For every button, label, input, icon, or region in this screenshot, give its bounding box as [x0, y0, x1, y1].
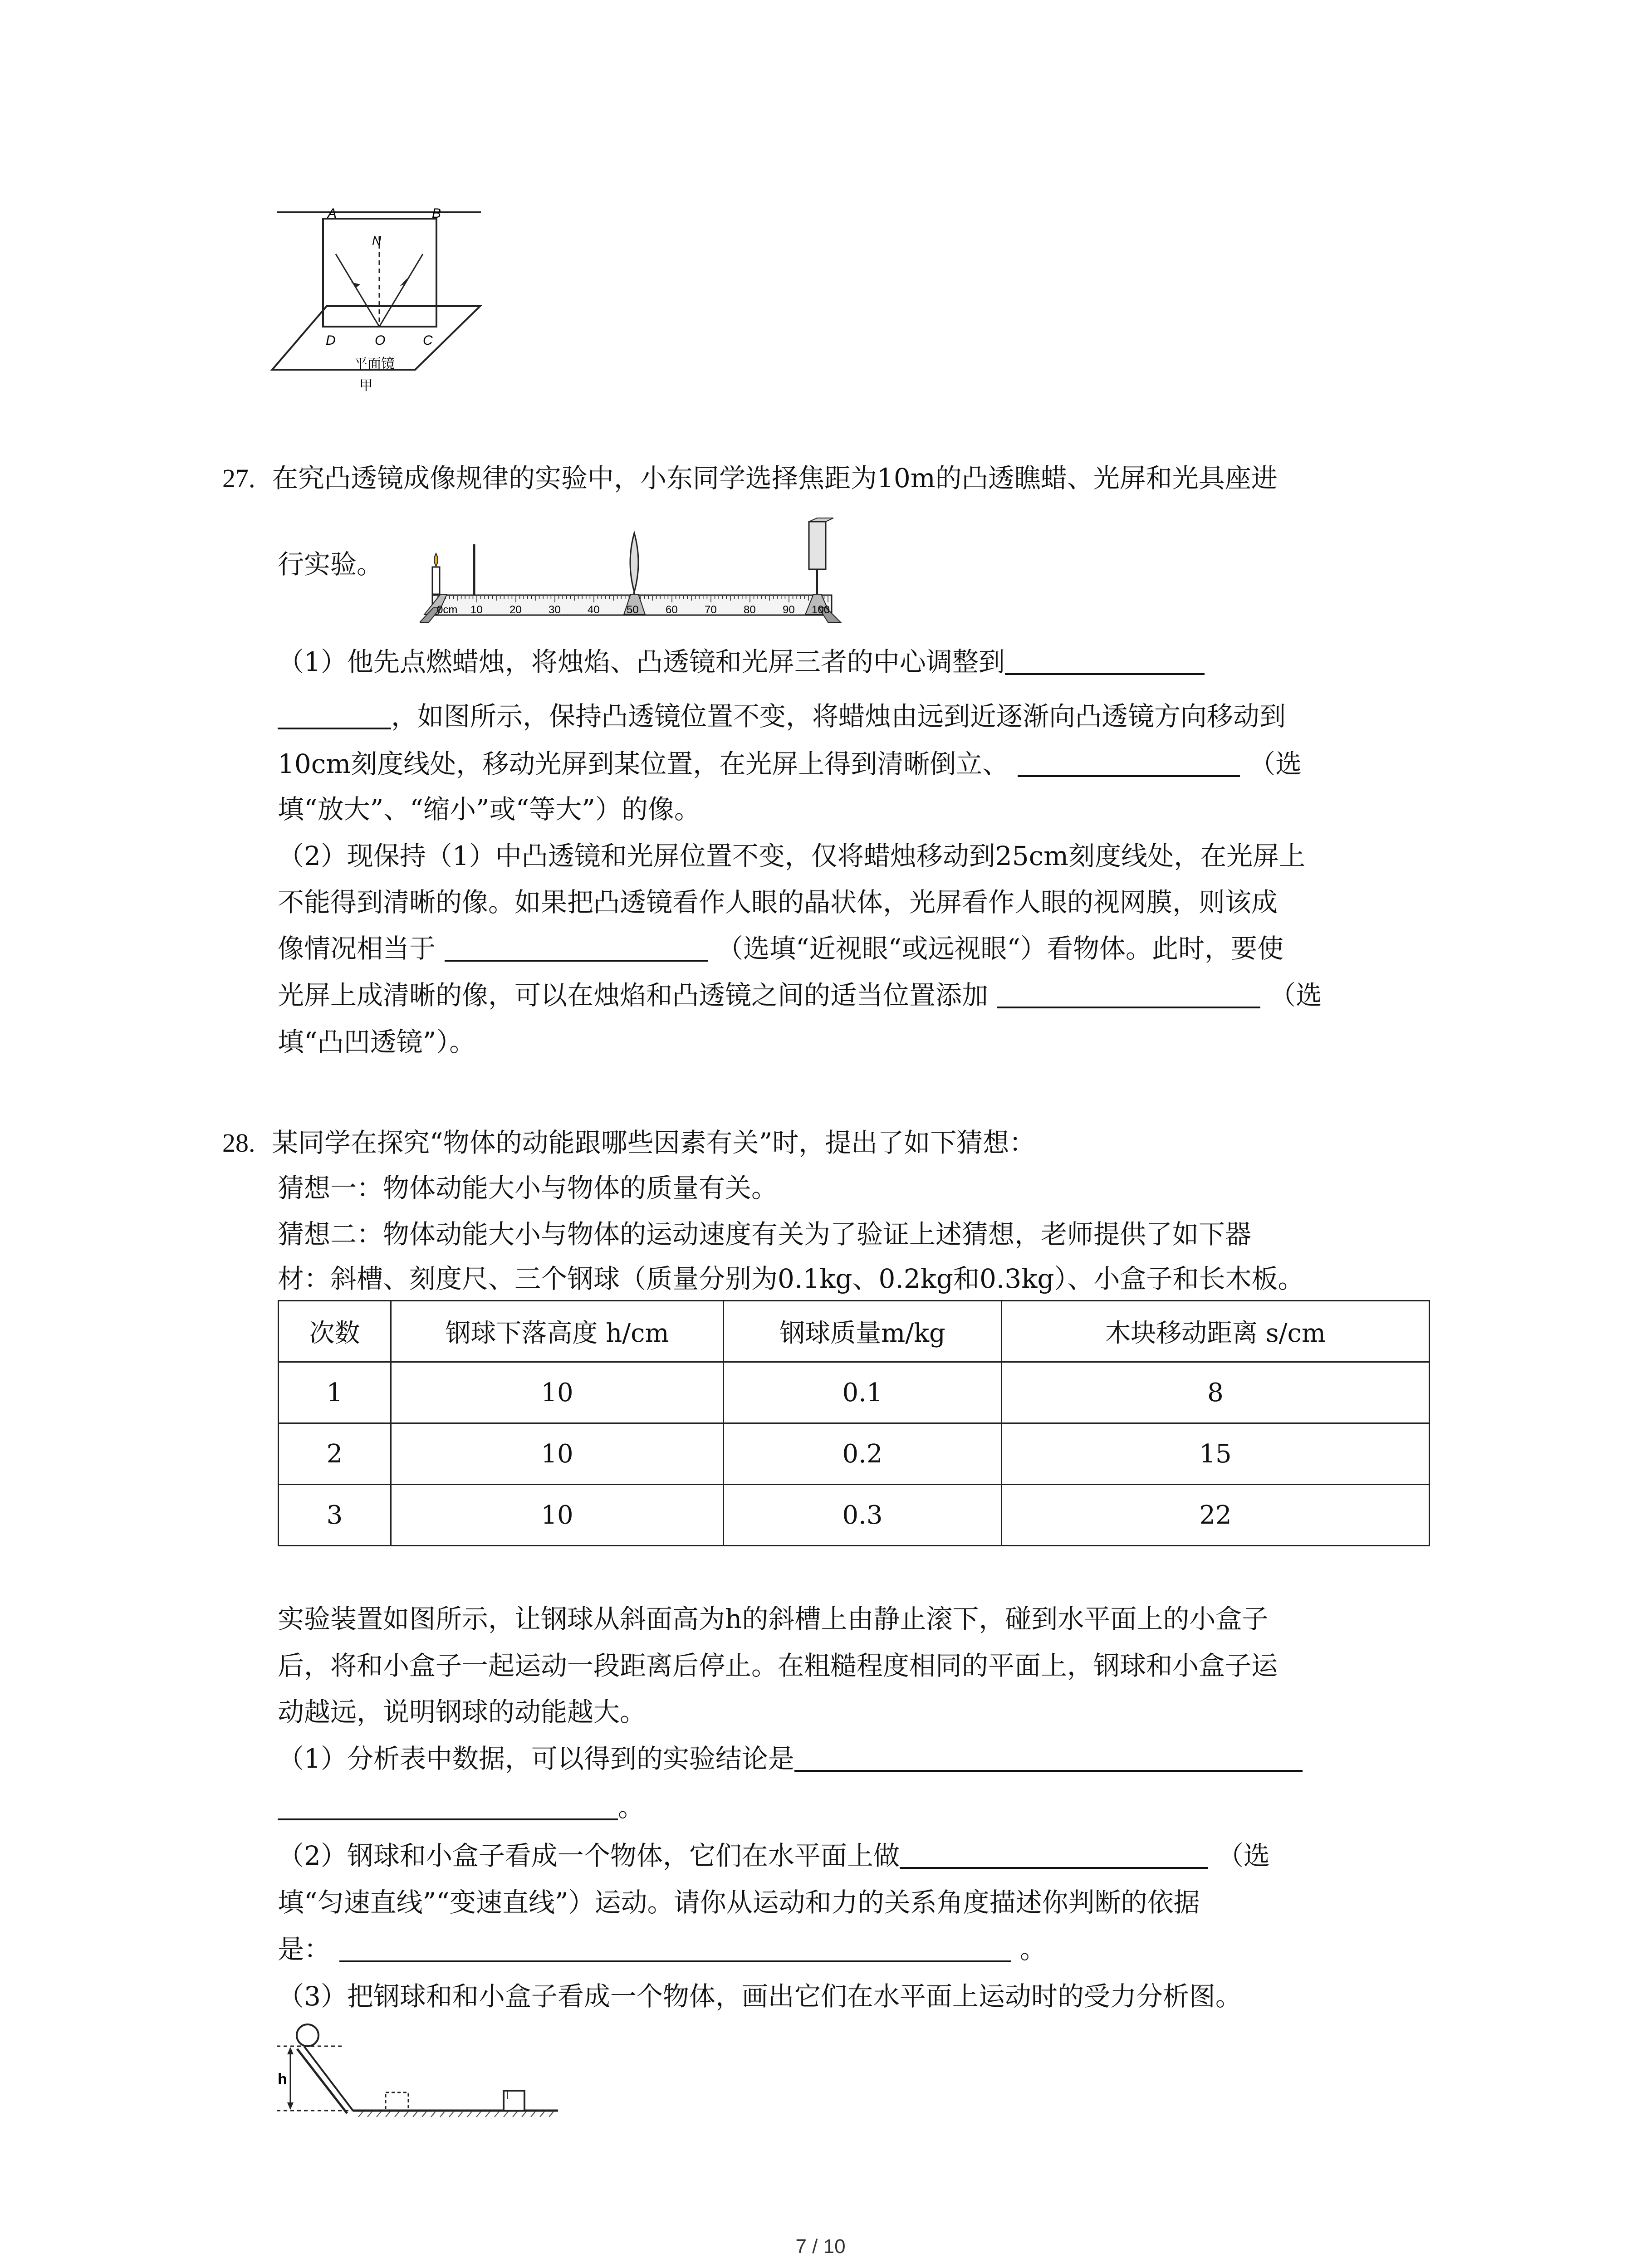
data-table [278, 1300, 1430, 1546]
tick-20: 20 [509, 604, 522, 616]
answer-blank-3[interactable] [445, 936, 708, 962]
q27-p2-line1: （2）现保持（1）中凸透镜和光屏位置不变，仅将蜡烛移动到25cm刻度线处，在光屏上 [278, 841, 1306, 871]
q27-p1-text-a: （1）他先点燃蜡烛，将烛焰、凸透镜和光屏三者的中心调整到 [278, 646, 1005, 677]
q28-para3: 动越远，说明钢球的动能越大。 [278, 1696, 647, 1727]
tick-30: 30 [549, 604, 561, 616]
tick-10: 10 [470, 604, 483, 616]
figure-caption: 甲 [359, 378, 373, 393]
label-o: O [375, 333, 386, 348]
q28-s2-line2: 填“匀速直线”“变速直线”）运动。请你从运动和力的关系角度描述你判断的依据 [278, 1887, 1200, 1918]
q27-p1-text-c-end: （选 [1249, 748, 1302, 779]
table-cell: 0.3 [724, 1485, 1002, 1546]
label-a: A [328, 206, 337, 221]
tick-0: 0cm [437, 604, 458, 616]
page-number: 7 / 10 [795, 2235, 846, 2258]
table-cell: 10 [391, 1423, 724, 1485]
tick-90: 90 [783, 604, 795, 616]
tick-80: 80 [744, 604, 756, 616]
q28-line2: 猜想一：物体动能大小与物体的质量有关。 [278, 1173, 778, 1203]
tick-60: 60 [666, 604, 678, 616]
q27-p2-text-c-end: （选填“近视眼“或远视眼“）看物体。此时，要使 [717, 933, 1283, 964]
q27-p1-line3 [278, 748, 1302, 779]
table-cell: 22 [1002, 1485, 1430, 1546]
table-cell: 10 [391, 1485, 724, 1546]
table-row [279, 1485, 1430, 1546]
q28-s3: （3）把钢球和和小盒子看成一个物体，画出它们在水平面上运动时的受力分析图。 [278, 1981, 1242, 2012]
q28-line3: 猜想二：物体动能大小与物体的运动速度有关为了验证上述猜想，老师提供了如下器 [278, 1219, 1252, 1250]
tick-100: 100 [812, 604, 830, 616]
table-cell: 15 [1002, 1423, 1430, 1485]
q27-p2-line3 [278, 935, 1283, 962]
q27-stem: 在究凸透镜成像规律的实验中，小东同学选择焦距为10m的凸透瞧蜡、光屏和光具座进 [271, 463, 1278, 494]
q28-number: 28. [222, 1128, 255, 1158]
q28-line1 [222, 1129, 1035, 1156]
q28-s2-line3 [278, 1934, 1047, 1965]
q27-line2: 行实验。 [278, 549, 383, 580]
q27-p2-line4 [278, 980, 1323, 1011]
label-n: N [372, 234, 382, 248]
tick-40: 40 [588, 604, 600, 616]
table-header: 钢球质量m/kg [724, 1301, 1002, 1362]
answer-blank-7[interactable] [339, 1937, 1011, 1962]
q27-p2-line2: 不能得到清晰的像。如果把凸透镜看作人眼的晶状体，光屏看作人眼的视网膜，则该成 [278, 887, 1278, 918]
table-cell: 8 [1002, 1362, 1430, 1423]
table-cell: 1 [279, 1362, 391, 1423]
tick-50: 50 [627, 604, 639, 616]
q27-p1-text-c: 10cm刻度线处，移动光屏到某位置，在光屏上得到清晰倒立、 [278, 748, 1009, 779]
q28-s2-text-a-end: （选 [1217, 1840, 1270, 1871]
table-cell: 0.2 [724, 1423, 1002, 1485]
figure-plane-mirror [263, 200, 499, 408]
table-header: 钢球下落高度 h/cm [391, 1301, 724, 1362]
q27-line1 [222, 465, 1278, 492]
q28-s2-text-a: （2）钢球和小盒子看成一个物体，它们在水平面上做 [278, 1840, 900, 1871]
table-header: 木块移动距离 s/cm [1002, 1301, 1430, 1362]
label-b: B [432, 206, 441, 221]
q28-para1: 实验装置如图所示，让钢球从斜面高为h的斜槽上由静止滚下，碰到水平面上的小盒子 [278, 1603, 1269, 1634]
q28-s1-line2 [278, 1792, 645, 1823]
q27-p1-line4: 填“放大”、“缩小”或“等大”）的像。 [278, 794, 700, 825]
q28-s2-text-c-end: 。 [1020, 1934, 1047, 1965]
answer-blank-2[interactable] [1018, 752, 1240, 777]
q28-stem: 某同学在探究“物体的动能跟哪些因素有关”时，提出了如下猜想： [271, 1127, 1036, 1158]
answer-blank-5[interactable] [794, 1746, 1303, 1772]
answer-blank-5-cont[interactable] [278, 1795, 618, 1820]
q27-p2-text-c: 像情况相当于 [278, 933, 436, 964]
answer-blank-4[interactable] [997, 983, 1260, 1008]
q27-p1-line2 [278, 701, 1286, 732]
q28-para2: 后，将和小盒子一起运动一段距离后停止。在粗糙程度相同的平面上，钢球和小盒子运 [278, 1650, 1278, 1681]
q27-number: 27. [222, 464, 255, 493]
label-d: D [326, 333, 336, 348]
ramp-figure [272, 2021, 572, 2125]
answer-blank-1[interactable] [1005, 650, 1205, 675]
q28-s2-text-c: 是： [278, 1934, 331, 1965]
q28-line4: 材：斜槽、刻度尺、三个钢球（质量分别为0.1kg、0.2kg和0.3kg）、小盒子和长木板。 [278, 1263, 1304, 1294]
table-row [279, 1362, 1430, 1423]
q28-s2-line1 [278, 1840, 1270, 1871]
q27-p1-line1 [278, 646, 1205, 677]
table-cell: 10 [391, 1362, 724, 1423]
table-row [279, 1423, 1430, 1485]
table-header-row [279, 1301, 1430, 1362]
mirror-label: 平面镜 [354, 357, 395, 371]
q28-s1-end: 。 [618, 1792, 645, 1823]
answer-blank-6[interactable] [900, 1843, 1208, 1869]
q27-p2-text-d-end: （选 [1269, 980, 1323, 1011]
table-cell: 0.1 [724, 1362, 1002, 1423]
q27-p2-line5: 填“凸凹透镜”）。 [278, 1026, 476, 1057]
label-c: C [423, 333, 433, 348]
optical-bench-figure [420, 517, 855, 631]
answer-blank-1-cont[interactable] [278, 704, 391, 729]
q28-s1-text: （1）分析表中数据，可以得到的实验结论是 [278, 1743, 794, 1774]
table-cell: 3 [279, 1485, 391, 1546]
q28-s1-line1 [278, 1745, 1303, 1772]
tick-70: 70 [705, 604, 717, 616]
height-label: h [278, 2071, 287, 2088]
table-cell: 2 [279, 1423, 391, 1485]
q27-p2-text-d: 光屏上成清晰的像，可以在烛焰和凸透镜之间的适当位置添加 [278, 980, 989, 1011]
q27-p1-text-b: ，如图所示，保持凸透镜位置不变，将蜡烛由远到近逐渐向凸透镜方向移动到 [391, 701, 1286, 732]
table-header: 次数 [279, 1301, 391, 1362]
